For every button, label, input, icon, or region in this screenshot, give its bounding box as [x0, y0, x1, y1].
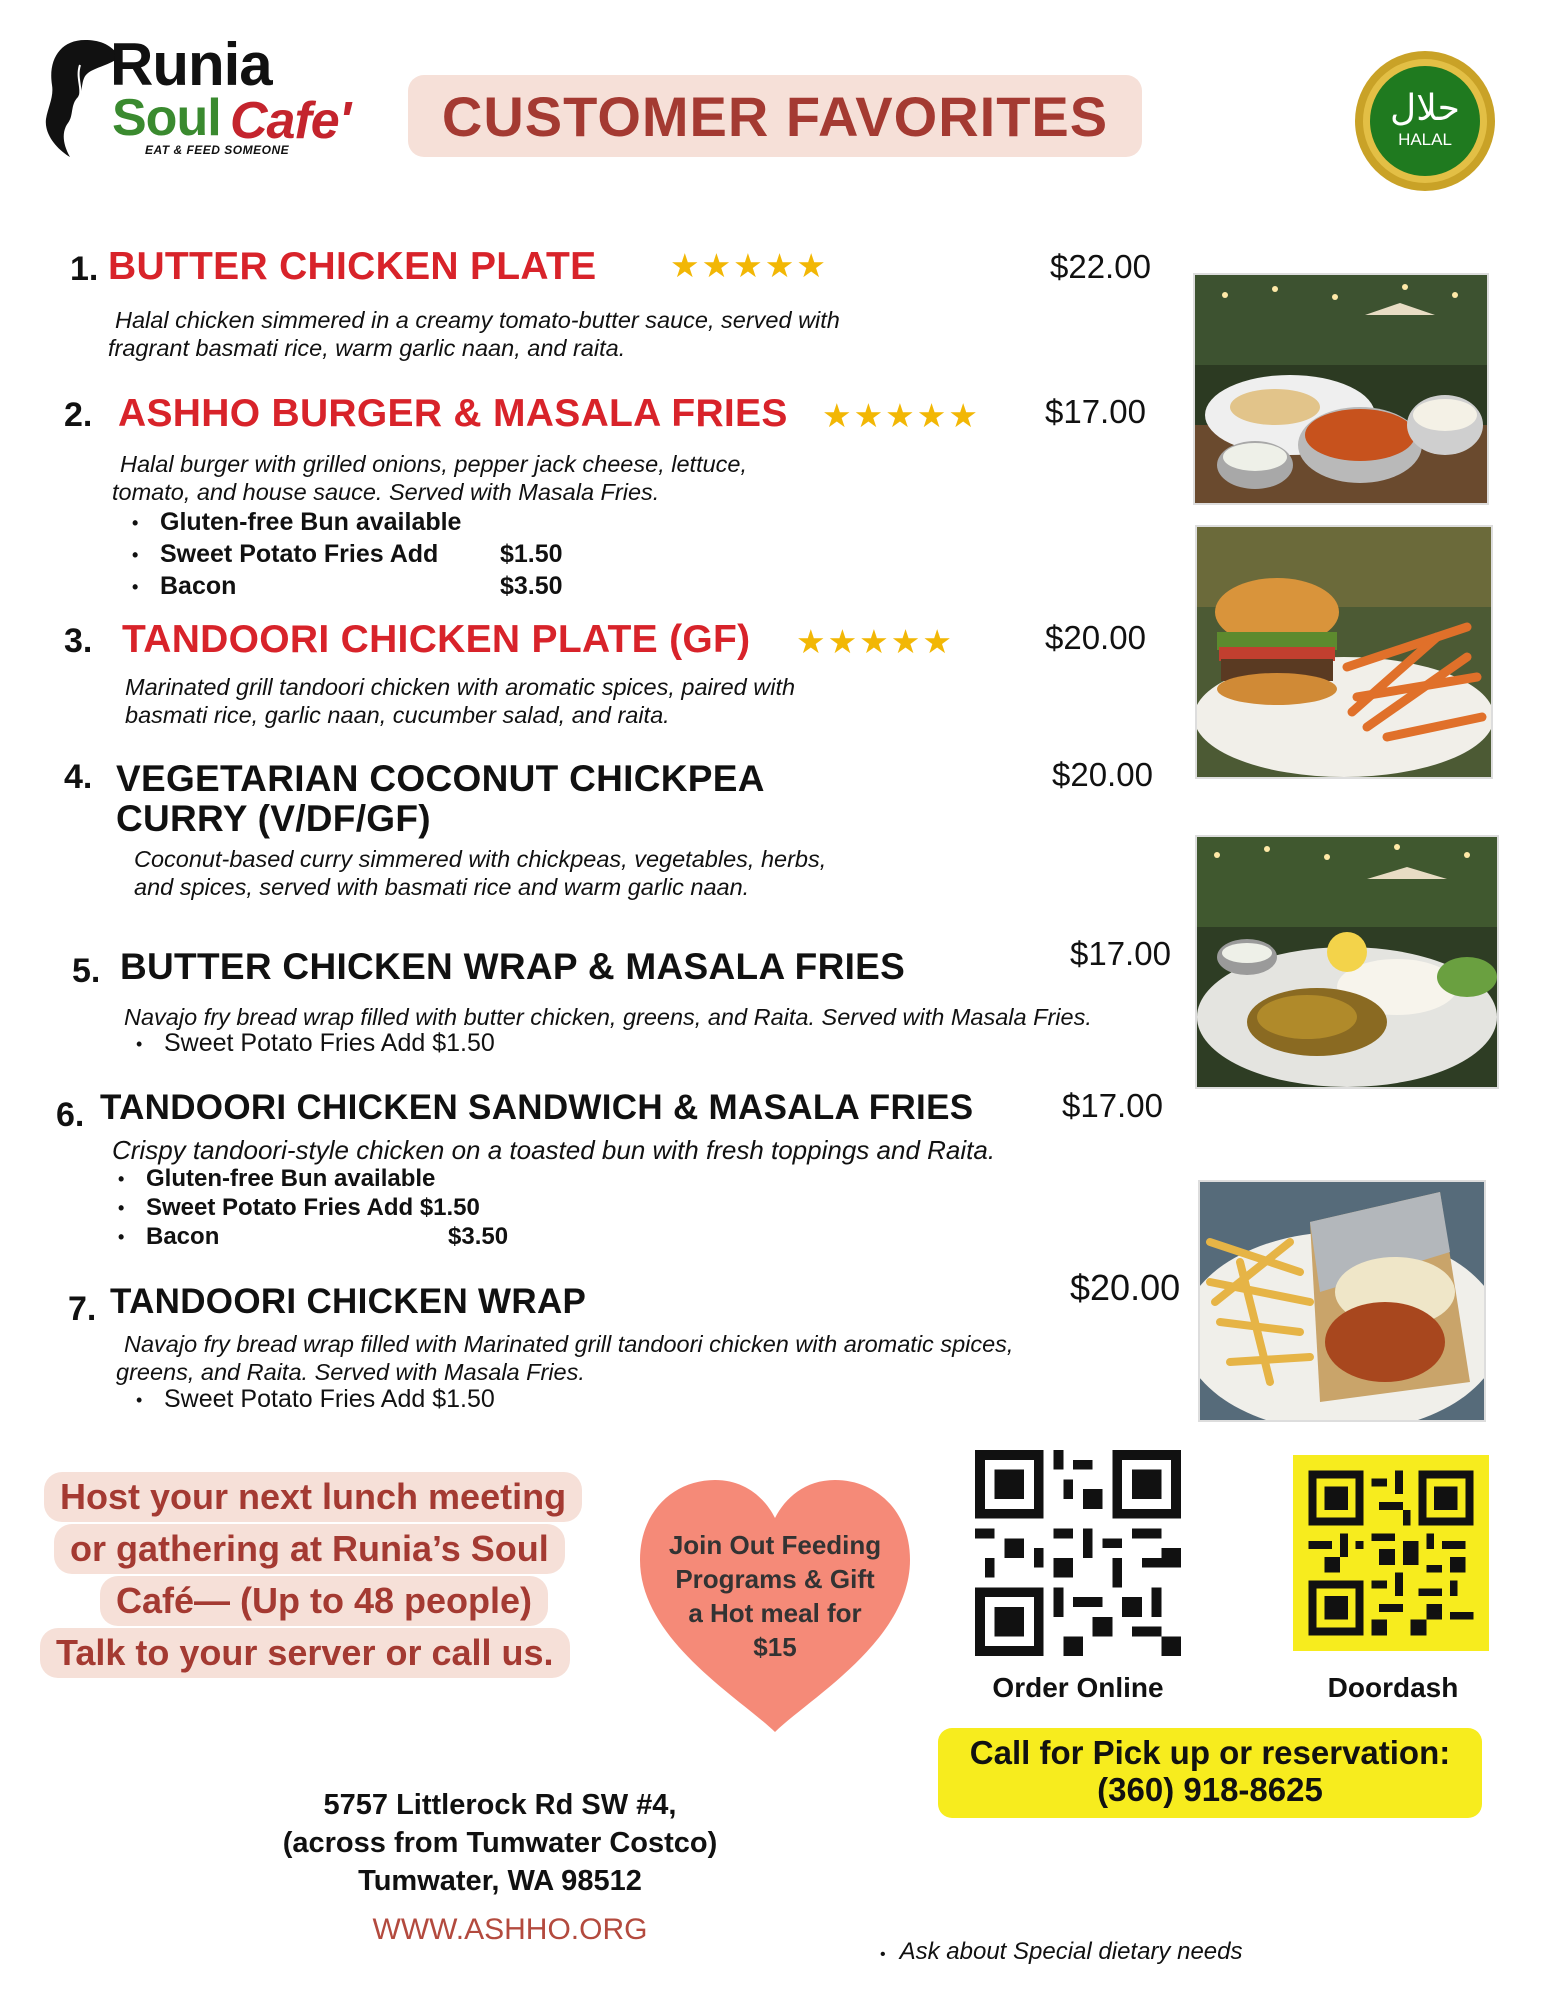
address-line: Tumwater, WA 98512: [358, 1865, 642, 1897]
dietary-note: • Ask about Special dietary needs: [880, 1938, 1243, 1965]
halal-arabic: حلال: [1390, 88, 1460, 129]
heart-text: Join Out Feeding Programs & Gift a Hot meal for $15: [668, 1530, 882, 1662]
page-title: CUSTOMER FAVORITES: [441, 84, 1109, 148]
doordash-qr[interactable]: [1293, 1455, 1489, 1651]
address-line: (across from Tumwater Costco): [282, 1827, 718, 1859]
logo-tagline: EAT & FEED SOMEONE: [145, 143, 290, 157]
item-description: Coconut-based curry simmered with chickpeas, vegetables, herbs,: [134, 846, 827, 872]
doordash-label[interactable]: Doordash: [1327, 1672, 1459, 1703]
item-price: $17.00: [1070, 935, 1171, 972]
option-item: • Bacon: [118, 1223, 220, 1250]
item-name: VEGETARIAN COCONUT CHICKPEA: [116, 758, 765, 799]
item-number: 1.: [70, 250, 99, 288]
option-price: $3.50: [500, 572, 563, 600]
logo-cafe: Cafe': [230, 92, 351, 150]
host-line: or gathering at Runia’s Soul: [54, 1524, 565, 1574]
halal-label: HALAL: [1398, 130, 1452, 149]
item-description: Crispy tandoori-style chicken on a toasted bun with fresh toppings and Raita.: [112, 1135, 996, 1165]
option-item: • Gluten-free Bun available: [118, 1165, 436, 1192]
option-item: • Sweet Potato Fries Add $1.50: [118, 1194, 480, 1221]
item-price: $20.00: [1070, 1267, 1181, 1308]
item-description: Halal chicken simmered in a creamy tomato-butter sauce, served with: [115, 307, 840, 333]
item-description: greens, and Raita. Served with Masala Fries.: [116, 1359, 585, 1385]
item-name: TANDOORI CHICKEN WRAP: [110, 1282, 587, 1321]
item-price: $17.00: [1062, 1087, 1163, 1124]
host-line: Host your next lunch meeting: [44, 1472, 582, 1522]
butter-chicken-photo: [1193, 273, 1489, 505]
item-description: Halal burger with grilled onions, pepper jack cheese, lettuce,: [120, 451, 748, 477]
item-price: $17.00: [1045, 393, 1146, 430]
order-online-label[interactable]: Order Online: [992, 1672, 1164, 1703]
order-online-qr[interactable]: [975, 1450, 1181, 1656]
call-text: Call for Pick up or reservation:: [969, 1734, 1451, 1771]
logo: [40, 31, 380, 165]
option-item: • Bacon: [132, 572, 237, 600]
item-number: 2.: [64, 396, 93, 434]
logo-soul: Soul: [112, 89, 221, 147]
item-description: Navajo fry bread wrap filled with butter chicken, greens, and Raita. Served with Masala Fries.: [124, 1004, 1092, 1030]
website-link[interactable]: WWW.ASHHO.ORG: [372, 1913, 648, 1946]
item-name: CURRY (V/DF/GF): [116, 798, 431, 839]
title-banner: [408, 75, 1142, 157]
item-number: 4.: [64, 758, 93, 796]
tandoori-wrap-photo: [1198, 1180, 1486, 1422]
option-item: • Sweet Potato Fries Add: [132, 540, 439, 568]
item-number: 5.: [72, 952, 101, 990]
item-price: $20.00: [1052, 756, 1153, 793]
host-line: Café— (Up to 48 people): [100, 1576, 548, 1626]
option-item: • Gluten-free Bun available: [132, 508, 462, 536]
address: [230, 1786, 770, 1900]
address-line: 5757 Littlerock Rd SW #4,: [323, 1789, 677, 1821]
item-name: BUTTER CHICKEN PLATE: [108, 245, 597, 288]
item-name: BUTTER CHICKEN WRAP & MASALA FRIES: [120, 946, 906, 987]
item-number: 6.: [56, 1096, 85, 1134]
item-description: basmati rice, garlic naan, cucumber salad, and raita.: [125, 702, 670, 728]
item-description: fragrant basmati rice, warm garlic naan, and raita.: [108, 335, 626, 361]
rating-stars: ★★★★★: [670, 247, 828, 284]
item-description: Marinated grill tandoori chicken with aromatic spices, paired with: [125, 674, 796, 700]
host-line: Talk to your server or call us.: [40, 1628, 570, 1678]
option-price: $1.50: [500, 540, 563, 568]
item-number: 3.: [64, 622, 93, 660]
item-price: $20.00: [1045, 619, 1146, 656]
tandoori-plate-photo: [1195, 835, 1499, 1089]
option-price: $3.50: [448, 1223, 509, 1250]
burger-fries-photo: [1195, 525, 1493, 779]
rating-stars: ★★★★★: [822, 397, 980, 434]
item-number: 7.: [68, 1290, 97, 1328]
option-item: • Sweet Potato Fries Add $1.50: [136, 1029, 495, 1057]
halal-badge: [1352, 48, 1498, 194]
host-promo: [40, 1472, 630, 1687]
item-description: and spices, served with basmati rice and warm garlic naan.: [134, 874, 750, 900]
logo-runia: Runia: [110, 31, 272, 98]
call-banner: [938, 1728, 1482, 1818]
item-name: TANDOORI CHICKEN PLATE (GF): [122, 618, 751, 661]
rating-stars: ★★★★★: [796, 623, 954, 660]
item-description: Navajo fry bread wrap filled with Marinated grill tandoori chicken with aromatic spices,: [124, 1331, 1014, 1357]
item-name: TANDOORI CHICKEN SANDWICH & MASALA FRIES: [100, 1088, 974, 1127]
item-price: $22.00: [1050, 248, 1151, 285]
item-description: tomato, and house sauce. Served with Masala Fries.: [112, 479, 660, 505]
item-name: ASHHO BURGER & MASALA FRIES: [118, 392, 788, 435]
option-item: • Sweet Potato Fries Add $1.50: [136, 1385, 495, 1413]
phone-number[interactable]: (360) 918-8625: [1097, 1771, 1323, 1808]
feeding-program-heart: [630, 1470, 920, 1740]
